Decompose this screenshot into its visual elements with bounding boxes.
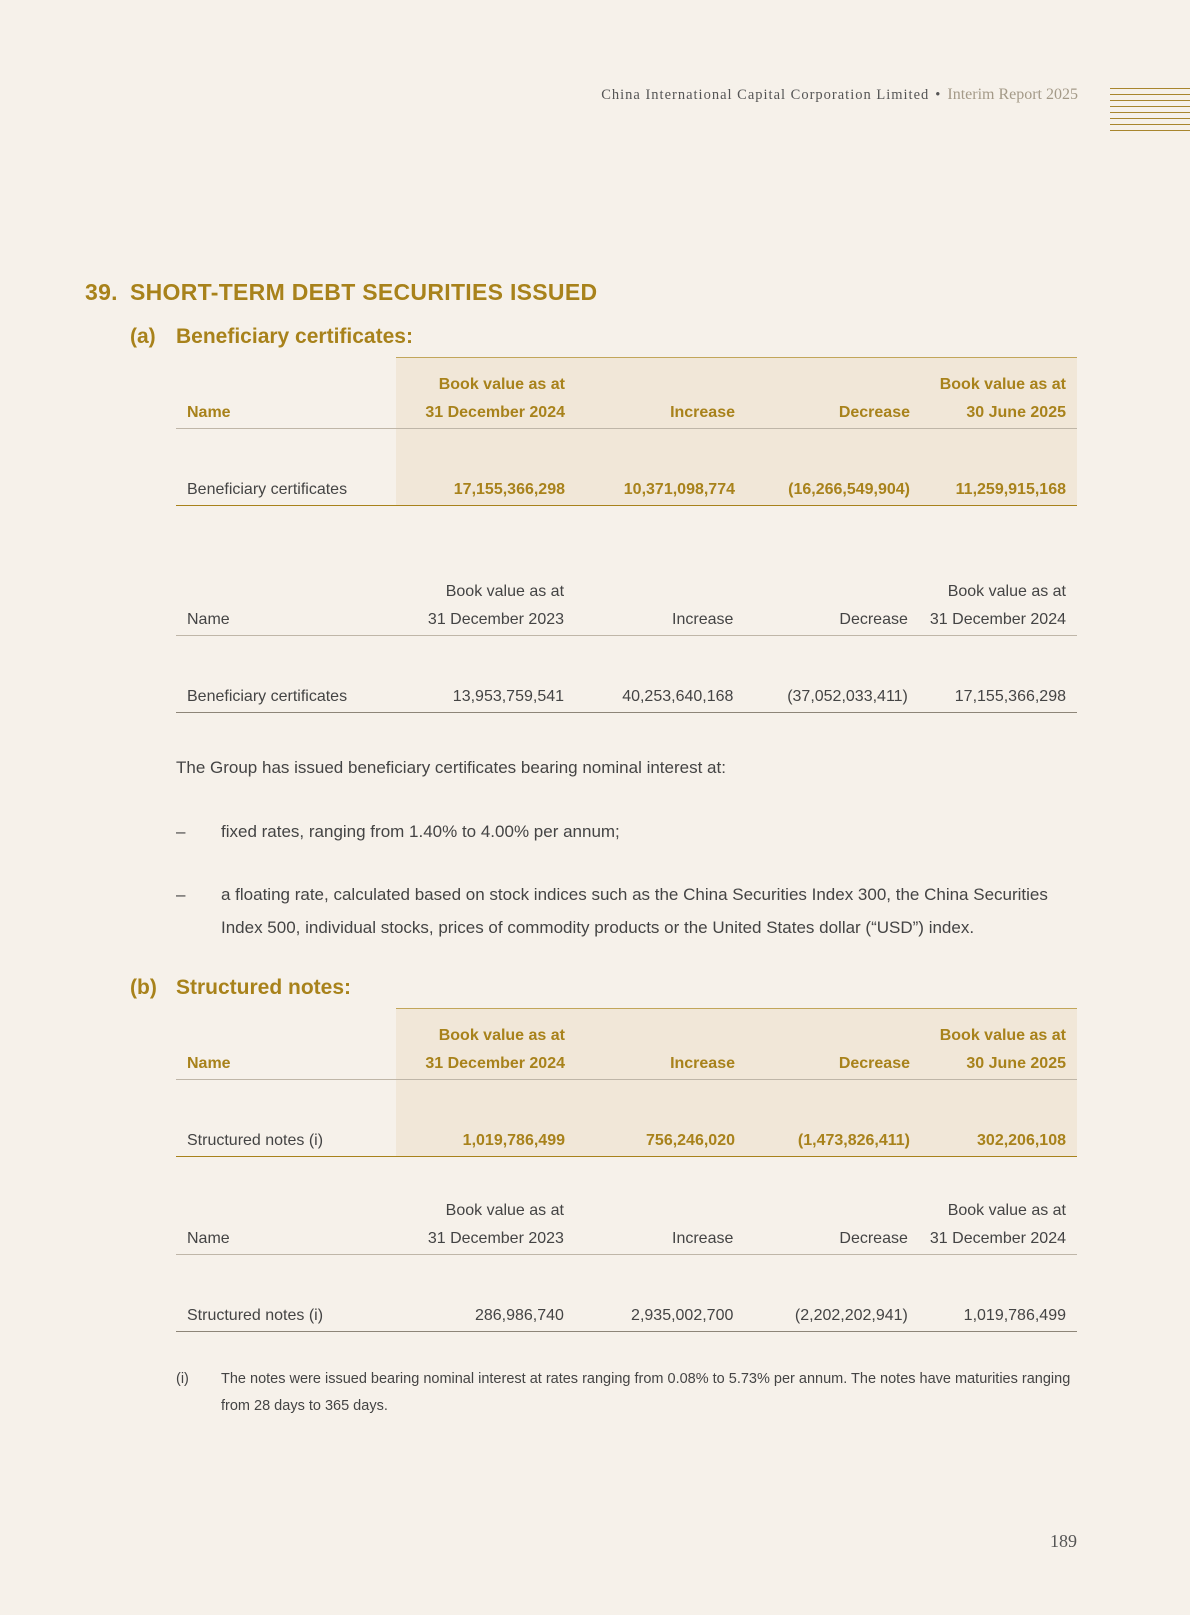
subsection-a-label: (a) xyxy=(130,325,156,348)
header-cell xyxy=(746,358,921,395)
table-row xyxy=(176,429,1077,506)
header-cell: Name xyxy=(176,1220,395,1255)
header-cell xyxy=(744,565,918,601)
table-cell: 1,019,786,499 xyxy=(919,1255,1077,1332)
table-cell: (16,266,549,904) xyxy=(746,429,921,506)
report-title: Interim Report 2025 xyxy=(947,86,1078,103)
structured-notes-2024-table xyxy=(176,1184,1077,1332)
table-cell: 1,019,786,499 xyxy=(396,1080,576,1157)
header-cell xyxy=(176,1009,396,1046)
header-cell: Book value as at xyxy=(396,1009,576,1046)
subsection-a-heading xyxy=(130,325,413,349)
subsection-b-heading xyxy=(130,976,351,1000)
row-name: Structured notes (i) xyxy=(176,1080,396,1157)
header-cell: Name xyxy=(176,601,395,636)
subsection-a-title: Beneficiary certificates: xyxy=(176,325,413,348)
header-cell: 31 December 2024 xyxy=(919,1220,1077,1255)
bullet-text: fixed rates, ranging from 1.40% to 4.00% per annum; xyxy=(221,822,620,841)
table-cell: 2,935,002,700 xyxy=(575,1255,744,1332)
section-heading xyxy=(85,279,597,306)
header-cell: Book value as at xyxy=(921,358,1077,395)
header-cell: Increase xyxy=(576,1045,746,1080)
header-cell xyxy=(576,358,746,395)
header-cell: Increase xyxy=(575,601,744,636)
beneficiary-certificates-2025-table xyxy=(176,357,1077,506)
header-cell: Book value as at xyxy=(396,358,576,395)
header-cell: 30 June 2025 xyxy=(921,394,1077,429)
header-cell: Name xyxy=(176,394,396,429)
bullet-text: a floating rate, calculated based on stock indices such as the China Securities Index 300, the China Securities Index 500, individual stocks, prices of commodity products or the United States dollar (“USD”) index. xyxy=(221,885,1048,937)
table-row xyxy=(176,1080,1077,1157)
header-cell xyxy=(575,565,744,601)
bullet-item xyxy=(176,815,1076,848)
table-cell: 11,259,915,168 xyxy=(921,429,1077,506)
table-cell: 302,206,108 xyxy=(921,1080,1077,1157)
company-name: China International Capital Corporation Limited xyxy=(601,87,930,103)
header-cell: Decrease xyxy=(746,394,921,429)
header-cell: Decrease xyxy=(744,1220,919,1255)
running-header xyxy=(601,86,1078,104)
header-cell: 31 December 2023 xyxy=(395,1220,575,1255)
header-cell: 31 December 2024 xyxy=(396,1045,576,1080)
header-cell: Book value as at xyxy=(947,1202,1066,1219)
table-cell: (1,473,826,411) xyxy=(746,1080,921,1157)
header-cell xyxy=(575,1184,744,1220)
header-cell: Increase xyxy=(575,1220,744,1255)
structured-notes-2025-table xyxy=(176,1008,1077,1157)
table-cell: 17,155,366,298 xyxy=(396,429,576,506)
section-number: 39. xyxy=(85,279,118,305)
header-cell: Decrease xyxy=(744,601,918,636)
decorative-lines xyxy=(1110,88,1190,136)
bullet-dash: – xyxy=(176,885,186,904)
table-cell: 40,253,640,168 xyxy=(575,636,744,713)
header-cell: Name xyxy=(176,1045,396,1080)
section-title: SHORT-TERM DEBT SECURITIES ISSUED xyxy=(130,279,598,305)
header-cell: Book value as at xyxy=(445,583,565,600)
table-cell: 13,953,759,541 xyxy=(395,636,575,713)
table-cell: (37,052,033,411) xyxy=(744,636,918,713)
row-name: Structured notes (i) xyxy=(176,1255,395,1332)
row-name: Beneficiary certificates xyxy=(176,636,395,713)
table-row xyxy=(176,1255,1077,1332)
header-cell: 30 June 2025 xyxy=(921,1045,1077,1080)
header-cell: Book value as at xyxy=(947,583,1066,600)
footnote xyxy=(176,1366,1076,1420)
header-cell: 31 December 2024 xyxy=(396,394,576,429)
header-cell xyxy=(176,1184,395,1220)
header-cell: Book value as at xyxy=(921,1009,1077,1046)
header-separator: • xyxy=(935,87,942,103)
beneficiary-certificates-2024-table xyxy=(176,565,1077,713)
intro-paragraph: The Group has issued beneficiary certificates bearing nominal interest at: xyxy=(176,758,726,777)
header-cell: 31 December 2024 xyxy=(919,601,1077,636)
bullet-dash: – xyxy=(176,822,186,841)
header-cell: Decrease xyxy=(746,1045,921,1080)
table-cell: (2,202,202,941) xyxy=(744,1255,919,1332)
table-cell: 286,986,740 xyxy=(395,1255,575,1332)
table-cell: 756,246,020 xyxy=(576,1080,746,1157)
header-cell xyxy=(176,565,395,601)
header-cell: Book value as at xyxy=(445,1202,564,1219)
table-row xyxy=(176,636,1077,713)
table-cell: 17,155,366,298 xyxy=(919,636,1077,713)
header-cell xyxy=(746,1009,921,1046)
subsection-b-title: Structured notes: xyxy=(176,976,352,999)
header-cell: 31 December 2023 xyxy=(395,601,575,636)
footnote-marker: (i) xyxy=(176,1371,189,1387)
page-number: 189 xyxy=(1050,1531,1077,1551)
header-cell xyxy=(176,358,396,395)
header-cell xyxy=(576,1009,746,1046)
header-cell xyxy=(744,1184,919,1220)
header-cell: Increase xyxy=(576,394,746,429)
bullet-item xyxy=(176,878,1076,944)
subsection-b-label: (b) xyxy=(130,976,157,999)
footnote-text: The notes were issued bearing nominal interest at rates ranging from 0.08% to 5.73% per annum. The notes have maturities ranging from 28 days to 365 days. xyxy=(221,1371,1071,1414)
table-cell: 10,371,098,774 xyxy=(576,429,746,506)
row-name: Beneficiary certificates xyxy=(176,429,396,506)
